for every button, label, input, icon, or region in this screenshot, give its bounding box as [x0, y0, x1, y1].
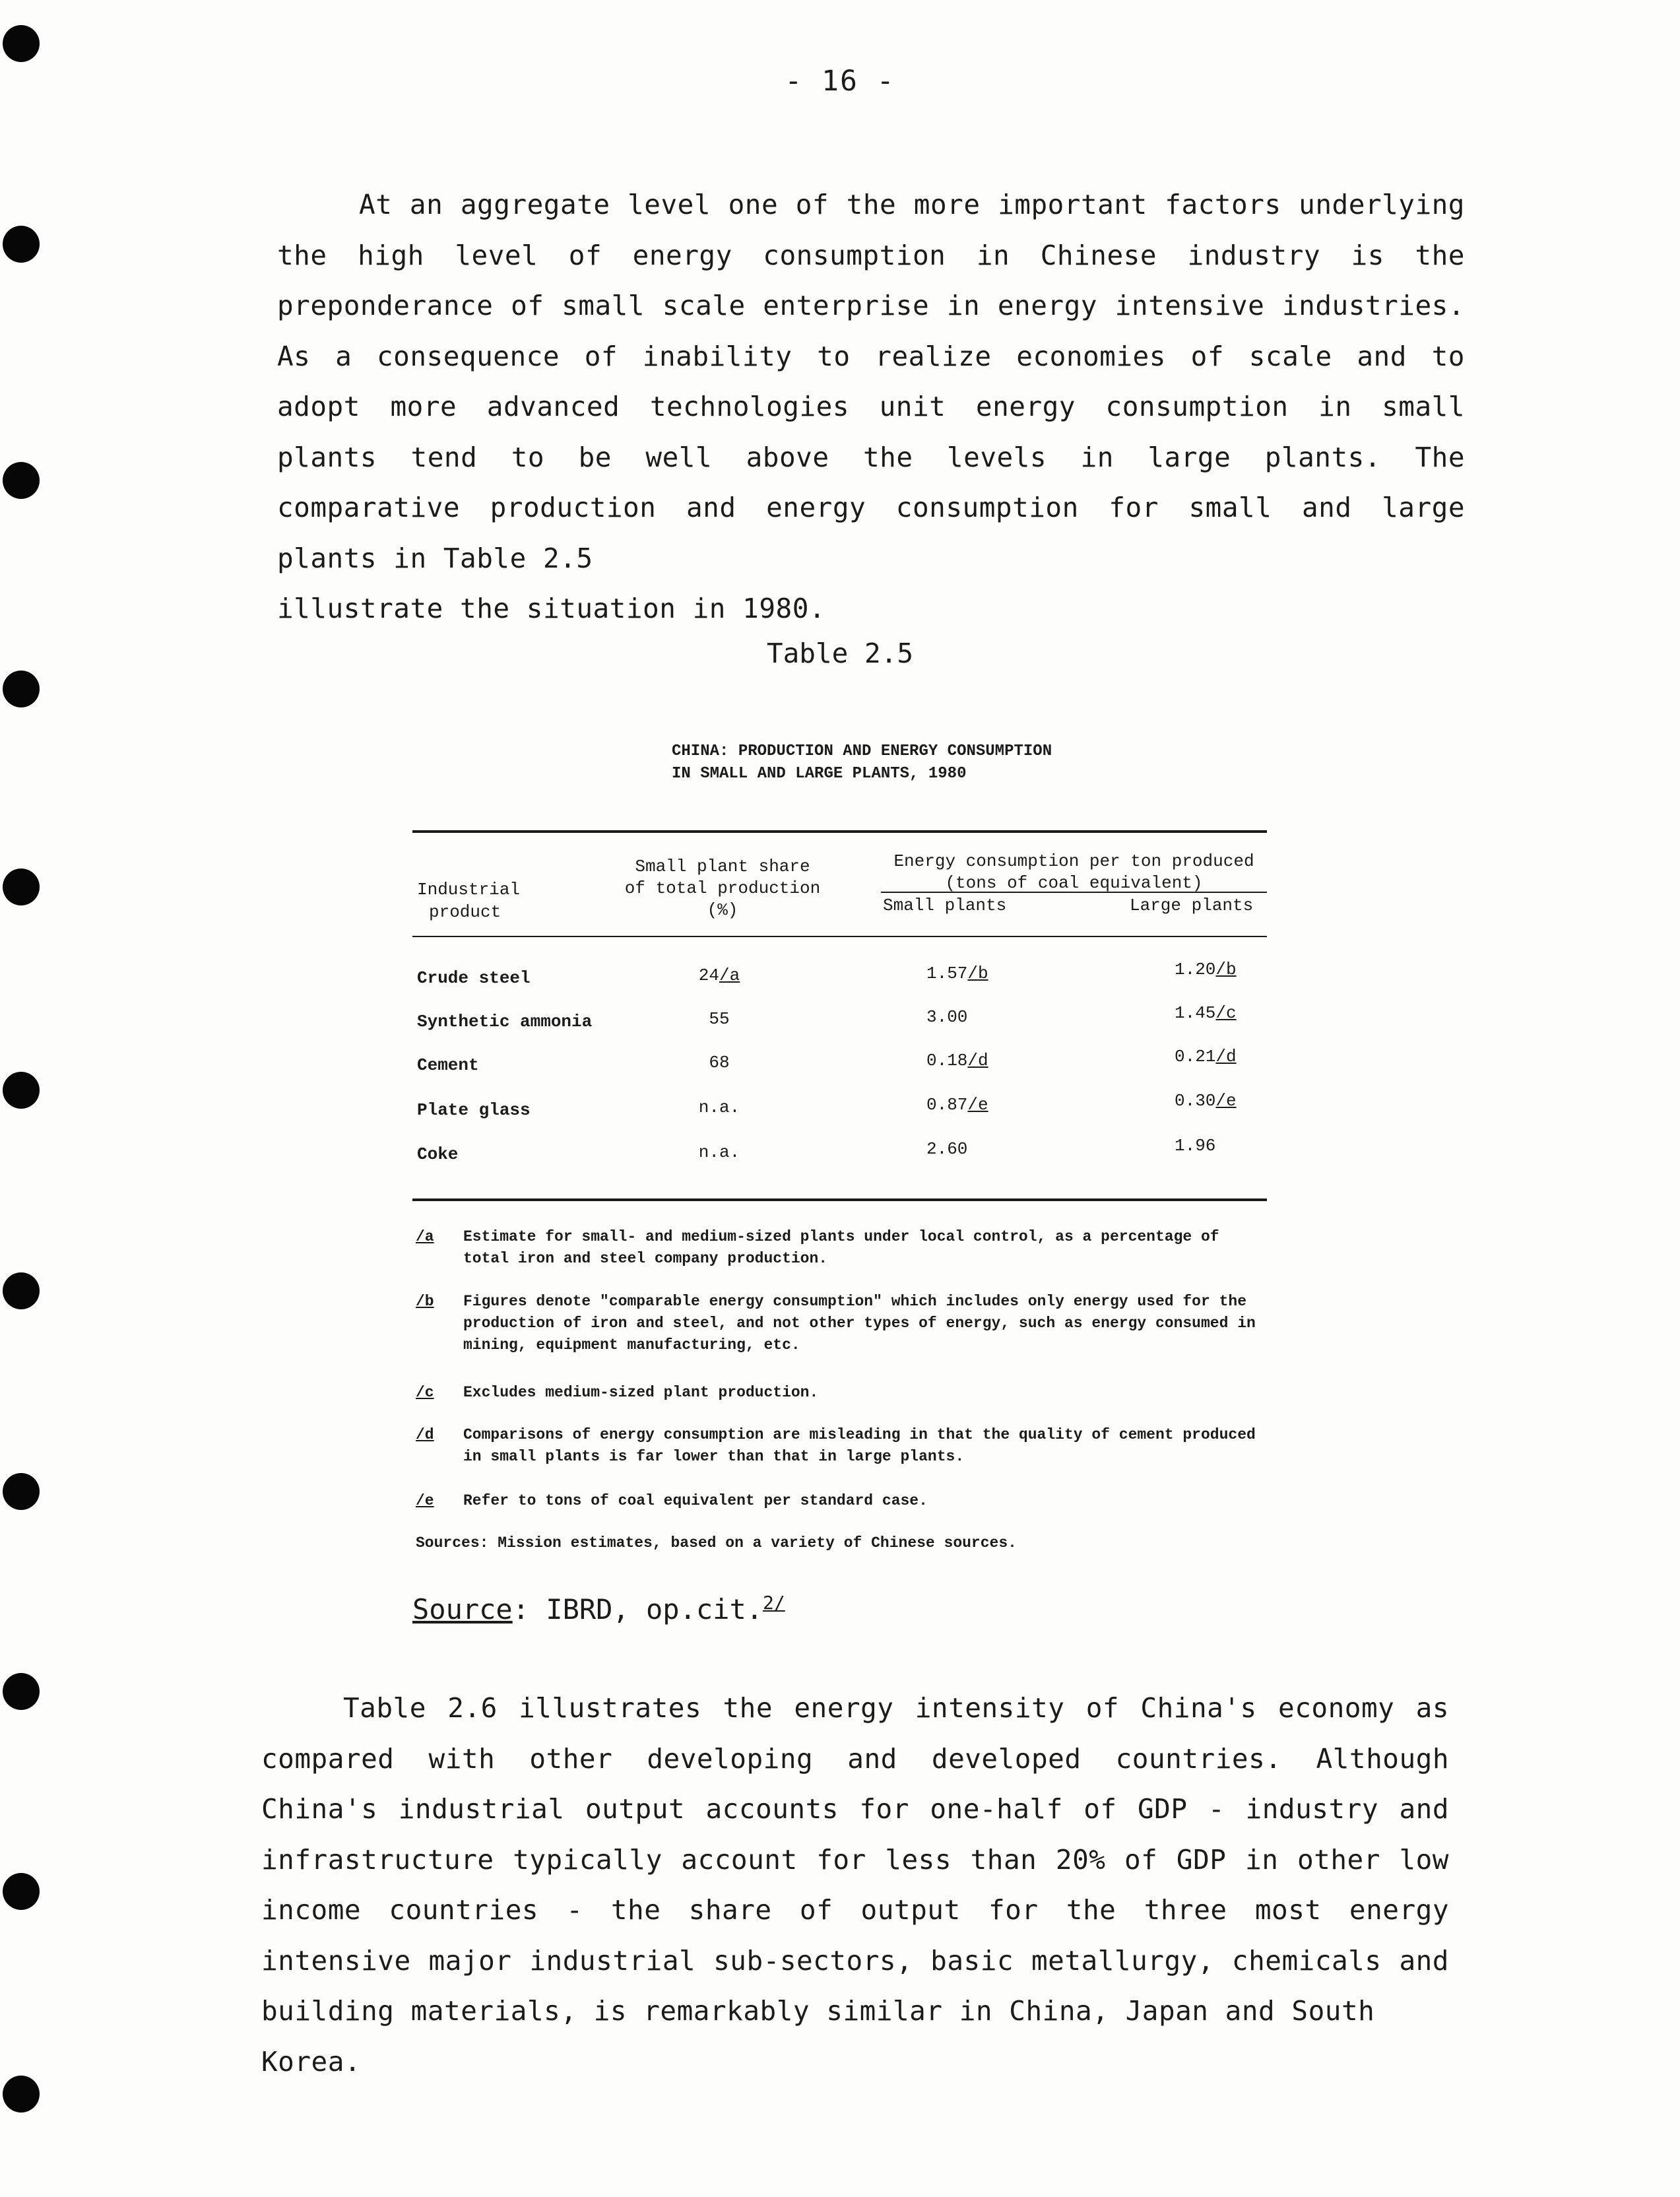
table-caption: CHINA: PRODUCTION AND ENERGY CONSUMPTION IN SMALL AND LARGE PLANTS, 1980 — [672, 742, 1052, 783]
footnote-e: /e Refer to tons of coal equivalent per standard case. — [416, 1492, 928, 1509]
header-share-3: (%) — [707, 900, 738, 920]
binder-hole — [3, 1272, 40, 1309]
header-product-1: Industrial — [417, 880, 521, 900]
cell-large: 1.20/b — [1175, 960, 1237, 979]
binder-hole — [3, 1072, 40, 1109]
page-number: - 16 - — [785, 65, 895, 98]
table-number: Table 2.5 — [766, 638, 914, 669]
source-line: Source: IBRD, op.cit.$^{2/}$ — [412, 1592, 785, 1625]
header-energy-2: (tons of coal equivalent) — [945, 873, 1203, 893]
cell-large: 1.45/c — [1175, 1003, 1237, 1023]
footnote-c: /c Excludes medium-sized plant production. — [416, 1384, 819, 1401]
cell-large: 0.21/d — [1175, 1047, 1237, 1066]
header-small-plants: Small plants — [883, 896, 1007, 915]
cell-share: 55 — [709, 1009, 730, 1029]
header-share-2: of total production — [624, 878, 821, 898]
header-energy-1: Energy consumption per ton produced — [893, 851, 1254, 871]
footnote-a: /a Estimate for small- and medium-sized plants under local control, as a percentage of total iron and steel company production. — [416, 1228, 1219, 1267]
cell-share: n.a. — [698, 1142, 740, 1162]
cell-large: 0.30/e — [1175, 1091, 1237, 1111]
body-paragraph-2: Table 2.6 illustrates the energy intensity of China's economy as compared with other developing and developed countries. Although China's industrial output accounts for one-half of GDP - industry and infrastructure typically account for less than 20% of GDP in other low income countries - the share of output for the three most energy intensive major industrial sub-sectors, basic metallurgy, chemicals and building materials, is remarkably similar in China, Japan and South Korea. — [261, 1692, 1449, 2078]
table-sources: Sources: Mission estimates, based on a variety of Chinese sources. — [416, 1534, 1017, 1552]
cell-small: 0.87/e — [926, 1095, 988, 1115]
cell-share: n.a. — [698, 1098, 740, 1117]
cell-small: 2.60 — [926, 1139, 968, 1159]
binder-hole — [3, 1473, 40, 1510]
cell-small: 1.57/b — [926, 964, 988, 983]
cell-small: 3.00 — [926, 1007, 968, 1027]
cell-share: 68 — [709, 1053, 730, 1072]
footnote-b: /b Figures denote "comparable energy consumption" which includes only energy used for the production of iron and steel, and not other types of energy, such as energy consumed in mining, equipment manufacturing, etc. — [416, 1293, 1256, 1354]
table-bottom-rule — [412, 1198, 1267, 1201]
header-large-plants: Large plants — [1130, 896, 1254, 915]
footnote-d: /d Comparisons of energy consumption are misleading in that the quality of cement produced in small plants is far lower than that in large plants. — [416, 1426, 1256, 1465]
header-share-1: Small plant share — [635, 857, 810, 876]
table-top-rule — [412, 830, 1267, 833]
binder-hole — [3, 2076, 40, 2113]
binder-hole — [3, 1873, 40, 1910]
binder-hole — [3, 671, 40, 707]
cell-product: Synthetic ammonia — [417, 1012, 593, 1032]
header-bottom-rule — [412, 936, 1267, 937]
cell-share: 24/a — [698, 966, 740, 985]
binder-hole — [3, 1673, 40, 1710]
body-paragraph-1: At an aggregate level one of the more important factors underlying the high level of energy consumption in Chinese industry is the preponderance of small scale enterprise in energy intensive industries. As a consequence of inability to realize economies of scale and to adopt more advanced technologies unit energy consumption in small plants tend to be well above the levels in large plants. The comparative production and energy consumption for small and large plants in Table 2.5 illustrate the situation in 1980. — [277, 189, 1465, 624]
cell-small: 0.18/d — [926, 1051, 988, 1070]
binder-hole — [3, 25, 40, 62]
cell-product: Crude steel — [417, 968, 531, 988]
binder-hole — [3, 226, 40, 263]
cell-product: Plate glass — [417, 1100, 531, 1120]
binder-hole — [3, 462, 40, 499]
header-product-2: product — [429, 902, 501, 922]
cell-product: Cement — [417, 1055, 479, 1075]
cell-large: 1.96 — [1175, 1136, 1216, 1156]
binder-hole — [3, 869, 40, 905]
cell-product: Coke — [417, 1144, 459, 1164]
